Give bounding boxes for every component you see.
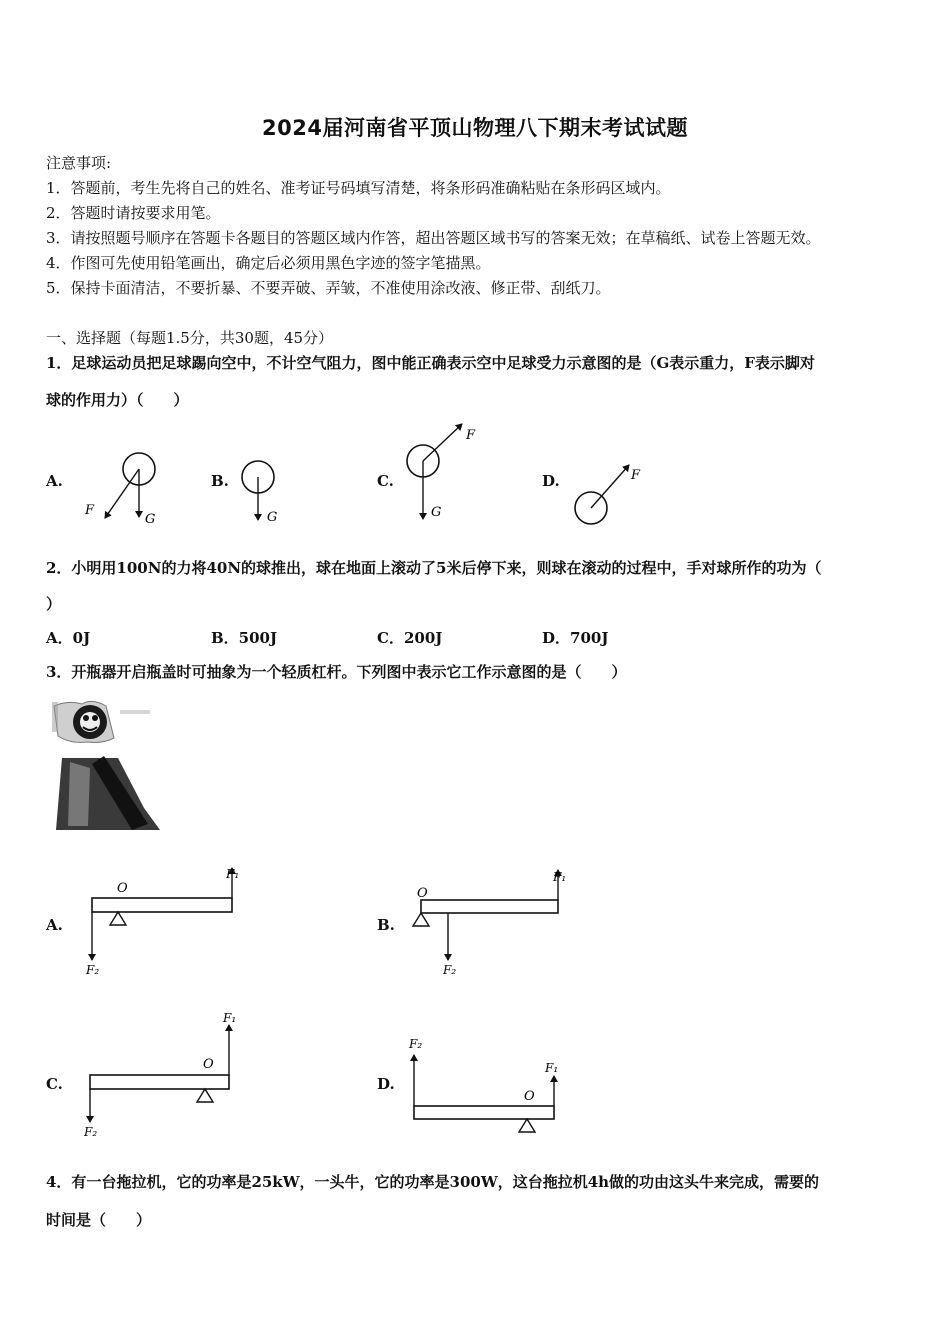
label-f2: F₂ [443,963,457,977]
question-1-line2: 球的作用力）（ ） [46,391,189,409]
q1-option-a-label: A. [46,472,63,490]
label-g: G [145,512,156,527]
q2-option-a: A．0J [46,629,91,647]
question-1-line1: 1．足球运动员把足球踢向空中，不计空气阻力，图中能正确表示空中足球受力示意图的是（G表示重力，F表示脚对 [46,354,815,372]
q2-option-c: C．200J [377,629,443,647]
q3-option-b-label: B. [377,916,395,934]
label-f1: F₁ [553,870,567,884]
section-heading: 一、选择题（每题1.5分，共30题，45分） [46,329,334,347]
lever-d [408,1037,558,1132]
lever-b [413,870,566,977]
q3-option-c-label: C. [46,1075,63,1093]
lever-a [85,867,239,977]
label-g: G [267,510,278,525]
q3-option-d-label: D. [377,1075,395,1093]
notice-item: 2．答题时请按要求用笔。 [46,204,221,222]
label-f2: F₂ [86,963,100,977]
label-f: F [85,503,95,518]
notice-item: 1．答题前，考生先将自己的姓名、准考证号码填写清楚，将条形码准确粘贴在条形码区域内。 [46,179,671,197]
label-o: O [524,1089,535,1104]
label-f: F [631,468,641,483]
question-2-line1: 2．小明用100N的力将40N的球推出，球在地面上滚动了5米后停下来，则球在滚动的过程中，手对球所作的功为（ [46,559,822,577]
label-f: F [466,428,476,443]
notice-item: 3．请按照题号顺序在答题卡各题目的答题区域内作答，超出答题区域书写的答案无效；在草稿纸、试卷上答题无效。 [46,229,821,247]
label-f2: F₂ [84,1125,98,1139]
question-2-line2: ） [46,595,62,613]
notice-heading: 注意事项: [46,154,112,172]
notice-item: 4．作图可先使用铅笔画出，确定后必须用黑色字迹的签字笔描黑。 [46,254,491,272]
question-3-line1: 3．开瓶器开启瓶盖时可抽象为一个轻质杠杆。下列图中表示它工作示意图的是（ ） [46,663,627,681]
question-4-line1: 4．有一台拖拉机，它的功率是25kW，一头牛，它的功率是300W，这台拖拉机4h做的功由这头牛来完成，需要的 [46,1173,820,1191]
page-title: 2024届河南省平顶山物理八下期末考试试题 [262,116,688,140]
q3-option-a-label: A. [46,916,63,934]
lever-c [83,1011,236,1139]
q1-option-c-label: C. [377,472,394,490]
label-f1: F₁ [545,1061,559,1075]
q1-option-d-label: D. [542,472,560,490]
label-g: G [431,505,442,520]
label-o: O [117,881,128,896]
label-o: O [417,886,428,901]
label-f2: F₂ [409,1037,423,1051]
notice-item: 5．保持卡面清洁，不要折暴、不要弄破、弄皱，不准使用涂改液、修正带、刮纸刀。 [46,279,611,297]
q2-option-d: D．700J [542,629,609,647]
label-f1: F₁ [226,867,240,881]
q2-option-b: B．500J [211,629,278,647]
q1-option-b-label: B. [211,472,229,490]
question-4-line2: 时间是（ ） [46,1211,152,1229]
label-f1: F₁ [223,1011,237,1025]
label-o: O [203,1057,214,1072]
